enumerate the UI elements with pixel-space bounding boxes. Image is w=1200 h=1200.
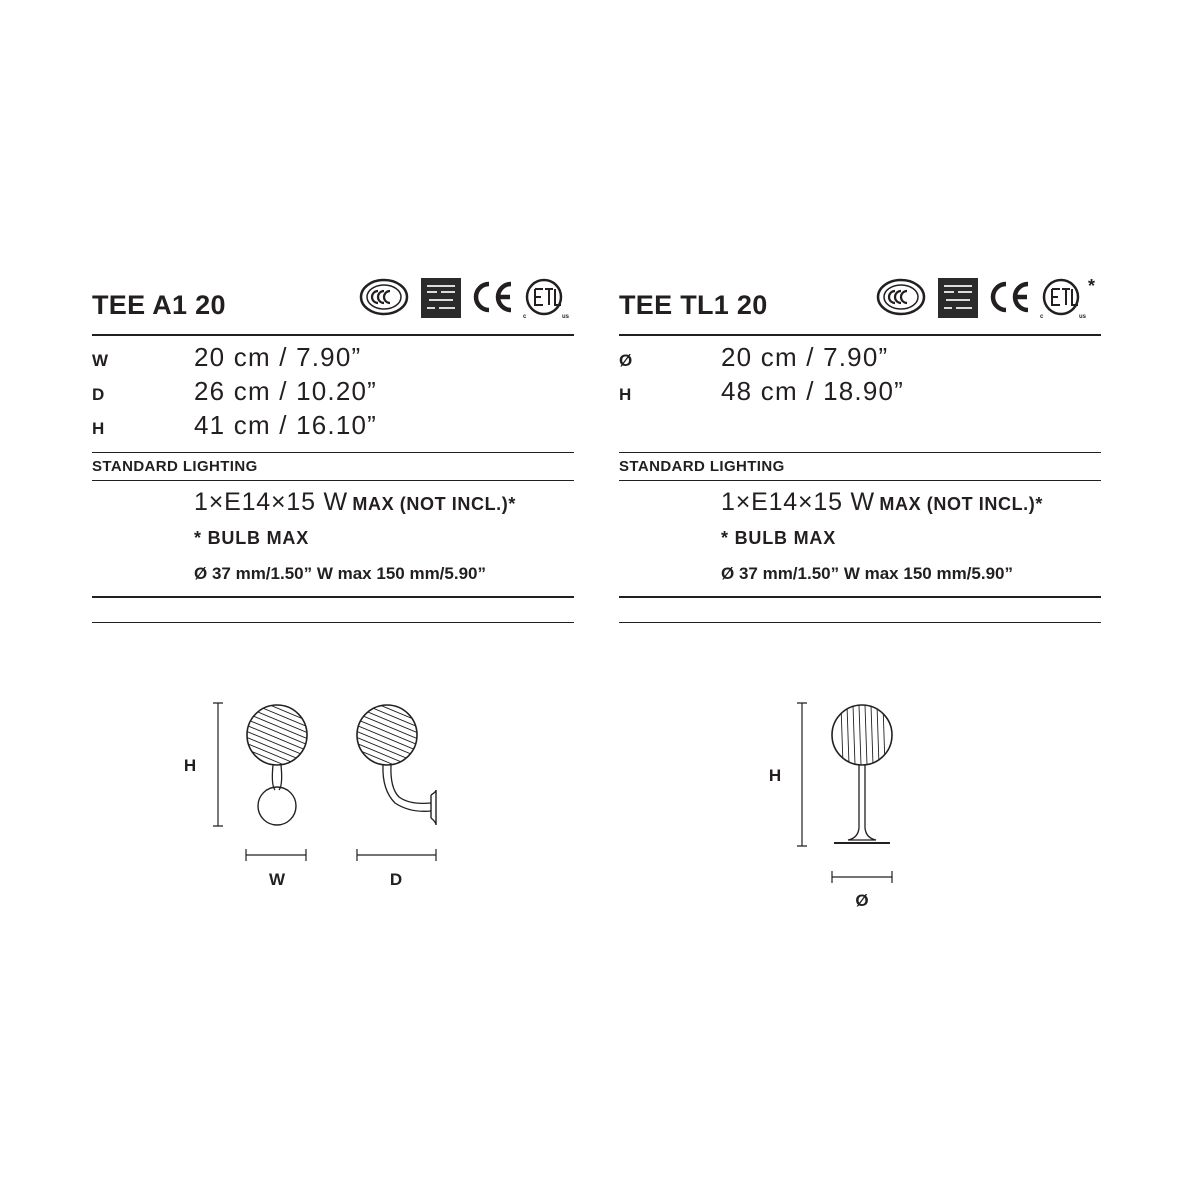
drawing-label-diameter: Ø (855, 891, 869, 910)
dimension-value: 20 cm / 7.90” (721, 342, 889, 372)
bulb-type: 1×E14×15 W (721, 488, 875, 516)
dimension-key: Ø (619, 351, 633, 370)
dimension-line-h-left (213, 703, 223, 826)
drawing-label-h: H (768, 766, 782, 785)
dimension-value: 48 cm / 18.90” (721, 376, 904, 406)
dimension-line-w (246, 849, 306, 861)
dimension-line-h-right (797, 703, 807, 846)
cert-asterisk: * (1088, 278, 1096, 296)
bulb-max-note: MAX (NOT INCL.)* (879, 494, 1043, 514)
drawing-label-w: W (268, 870, 286, 889)
dimension-value: 41 cm / 16.10” (194, 410, 377, 440)
dimension-key: H (619, 385, 632, 404)
lighting-section-title: STANDARD LIGHTING (92, 458, 258, 475)
bulb-max-heading: * BULB MAX (194, 528, 309, 548)
bulb-size-limits: Ø 37 mm/1.50” W max 150 mm/5.90” (194, 564, 486, 583)
svg-text:us: us (1079, 314, 1087, 320)
bulb-max-note: MAX (NOT INCL.)* (352, 494, 516, 514)
dimension-value: 26 cm / 10.20” (194, 376, 377, 406)
dimension-key: W (92, 351, 109, 370)
product-title: TEE A1 20 (92, 290, 226, 320)
drawing-label-d: D (389, 870, 403, 889)
drawing-label-h: H (183, 756, 197, 775)
dimension-key: H (92, 419, 105, 438)
dimension-key: D (92, 385, 105, 404)
dimension-value: 20 cm / 7.90” (194, 342, 362, 372)
bulb-type: 1×E14×15 W (194, 488, 348, 516)
bulb-size-limits: Ø 37 mm/1.50” W max 150 mm/5.90” (721, 564, 1013, 583)
svg-text:c: c (523, 314, 527, 320)
table-lamp-front-view-drawing (832, 705, 892, 843)
lighting-section-title: STANDARD LIGHTING (619, 458, 785, 475)
wall-lamp-front-view-drawing (241, 687, 313, 825)
product-title: TEE TL1 20 (619, 290, 768, 320)
bulb-max-heading: * BULB MAX (721, 528, 836, 548)
dimension-line-diameter (832, 871, 892, 883)
dimension-line-d (357, 849, 436, 861)
svg-text:c: c (1040, 314, 1044, 320)
svg-text:us: us (562, 314, 570, 320)
wall-lamp-side-view-drawing (351, 687, 436, 825)
